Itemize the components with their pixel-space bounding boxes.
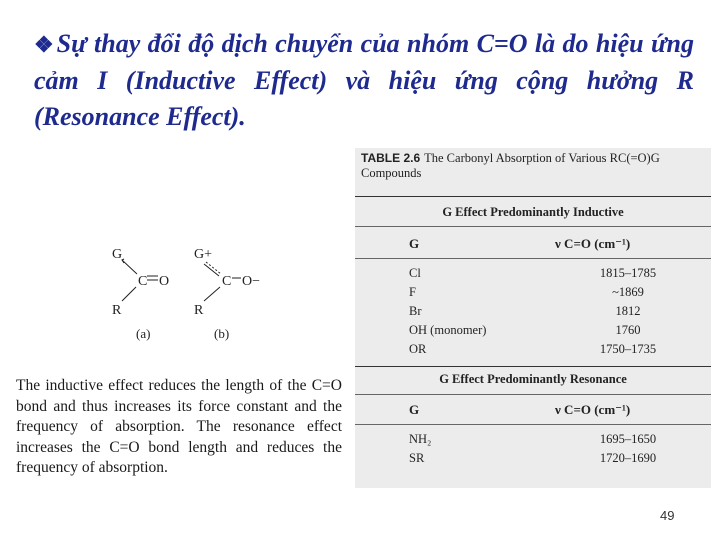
table-caption-label: TABLE 2.6 <box>361 151 421 165</box>
atom-c: C <box>138 274 148 289</box>
carbonyl-structure-figure <box>96 236 276 346</box>
structure-diagram <box>96 236 276 346</box>
table-caption-text: The Carbonyl Absorption of Various RC(=O)G Compounds <box>361 151 660 180</box>
row-substituent: SR <box>409 451 425 465</box>
atom-g: G <box>112 247 123 262</box>
atom-o: O <box>159 274 170 289</box>
row-substituent: OR <box>409 342 427 356</box>
row-frequency: 1720–1690 <box>599 451 657 465</box>
column-header-frequency: ν C=O (cm⁻¹) <box>555 402 631 417</box>
atom-g-plus: G+ <box>194 247 213 262</box>
atom-c: C <box>222 274 232 289</box>
heading-text: Sự thay đổi độ dịch chuyển của nhóm C=O là do hiệu ứng cảm I (Inductive Effect) và hiệu ứng cộng hưởng R (Resonance Effect). <box>34 29 694 131</box>
diamond-bullet-icon: ❖ <box>34 32 55 57</box>
figure-label-b: (b) <box>214 326 230 341</box>
row-substituent: Cl <box>409 266 421 280</box>
row-frequency: 1812 <box>615 304 641 318</box>
table-section-title: G Effect Predominantly Inductive <box>442 205 624 219</box>
column-header-g: G <box>409 402 420 417</box>
row-frequency: 1695–1650 <box>599 432 657 446</box>
bond-g-c <box>122 260 137 274</box>
table-row <box>355 304 711 323</box>
page-number: 49 <box>660 508 675 523</box>
atom-r: R <box>112 303 122 318</box>
column-header-frequency: ν C=O (cm⁻¹) <box>555 236 631 251</box>
row-frequency: ~1869 <box>612 285 644 299</box>
column-header-g: G <box>409 236 420 251</box>
atom-r: R <box>194 303 204 318</box>
table-rule <box>355 366 711 367</box>
row-substituent: F <box>409 285 416 299</box>
table-row <box>355 285 711 304</box>
table-row <box>355 342 711 361</box>
table-row <box>355 323 711 342</box>
atom-o-minus: O− <box>242 274 261 289</box>
bond-c-r <box>122 287 136 301</box>
table-rule <box>355 424 711 425</box>
table-rule <box>355 226 711 227</box>
bond-c-r <box>204 287 220 301</box>
row-frequency: 1815–1785 <box>599 266 657 280</box>
figure-label-a: (a) <box>136 326 151 341</box>
table-row <box>355 432 711 451</box>
table-section-title: G Effect Predominantly Resonance <box>439 372 627 386</box>
row-frequency: 1760 <box>615 323 641 337</box>
table-rule <box>355 394 711 395</box>
table-row <box>355 266 711 285</box>
table-row <box>355 451 711 470</box>
row-substituent: OH (monomer) <box>409 323 487 337</box>
row-substituent: NH₂ <box>409 432 432 446</box>
row-frequency: 1750–1735 <box>599 342 657 356</box>
row-substituent: Br <box>409 304 422 318</box>
carbonyl-absorption-table <box>355 148 711 488</box>
table-rule <box>355 196 711 197</box>
table-caption <box>361 151 701 181</box>
table-rule <box>355 258 711 259</box>
slide-heading <box>34 26 694 135</box>
explanation-paragraph: The inductive effect reduces the length of the C=O bond and thus increases its force constant and the frequency of absorption. The resonance effect increases the C=O bond length and reduces the frequency of absorption. <box>16 377 342 476</box>
